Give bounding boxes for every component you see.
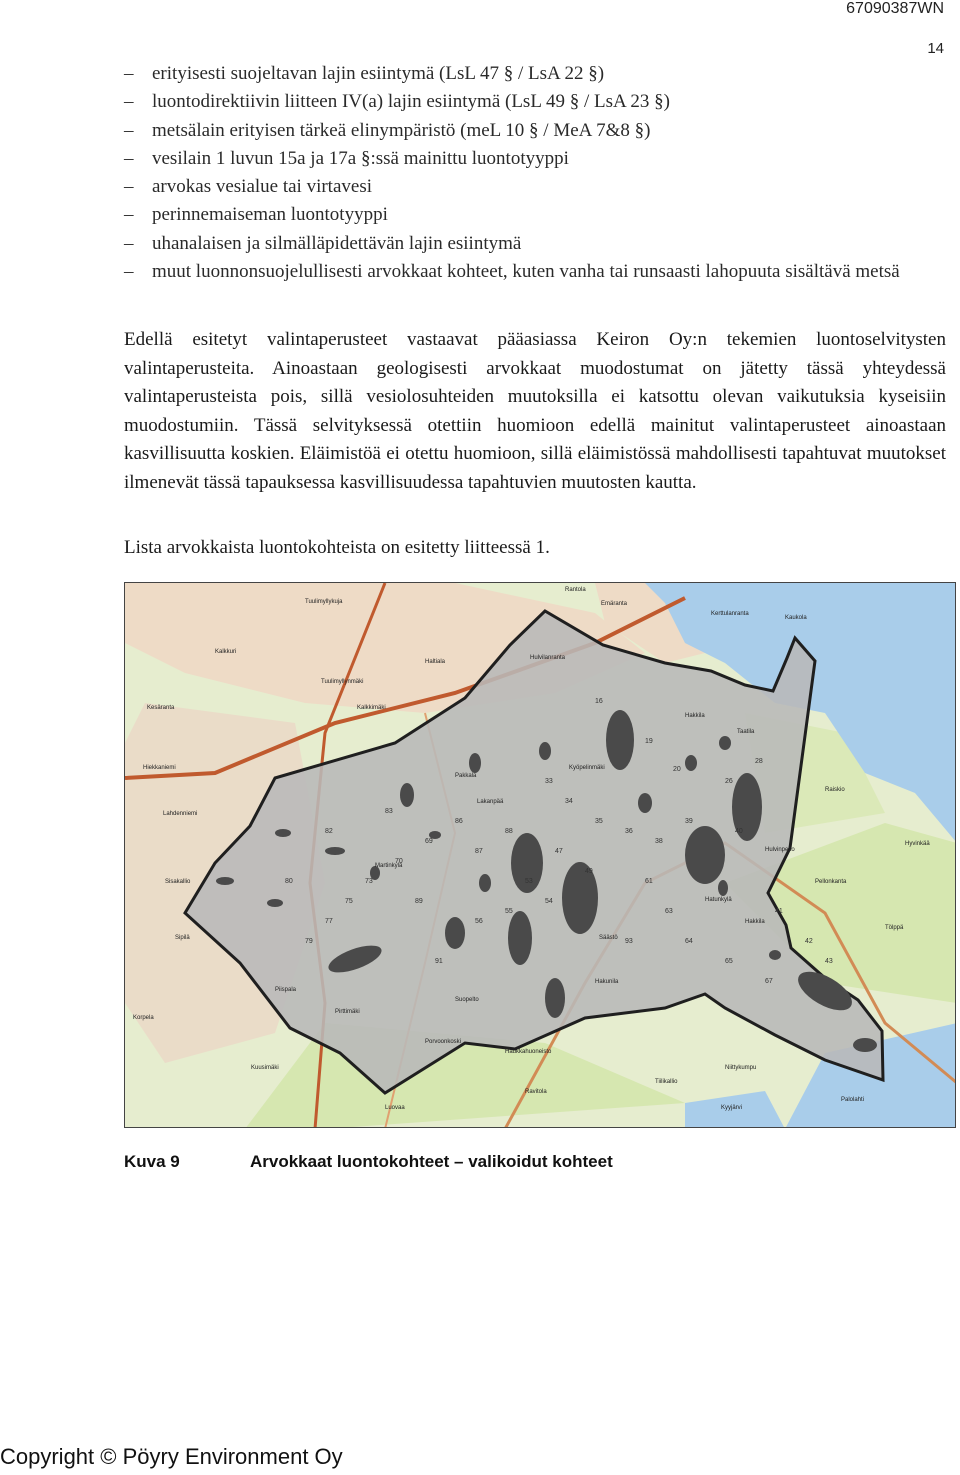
- place-label: Säästö: [599, 935, 618, 941]
- site-number-label: 56: [475, 918, 483, 925]
- site-polygon: [216, 877, 234, 885]
- site-number-label: 16: [595, 698, 603, 705]
- list-item: [124, 258, 950, 286]
- site-number-label: 36: [625, 828, 633, 835]
- list-item-text: metsälain erityisen tärkeä elinympäristö (meL 10 § / MeA 7&8 §): [152, 119, 651, 141]
- site-number-label: 26: [725, 778, 733, 785]
- site-number-label: 86: [455, 818, 463, 825]
- place-label: Raiskio: [825, 787, 845, 793]
- place-label: Tuulimyllynmäki: [321, 679, 364, 685]
- place-label: Sisakallio: [165, 879, 191, 885]
- place-label: Piispala: [275, 987, 297, 993]
- site-polygon: [638, 793, 652, 813]
- site-number-label: 64: [685, 938, 693, 945]
- site-number-label: 67: [765, 978, 773, 985]
- figure-caption: [124, 1152, 613, 1172]
- site-polygon: [769, 950, 781, 960]
- place-label: Lahdenniemi: [163, 811, 198, 817]
- figure-title: Arvokkaat luontokohteet – valikoidut kohteet: [250, 1152, 613, 1171]
- place-label: Sipilä: [175, 935, 190, 941]
- dash-marker: –: [124, 204, 134, 226]
- place-label: Hiekkaniemi: [143, 765, 176, 771]
- place-label: Tiilikallio: [655, 1079, 678, 1085]
- page-number: 14: [927, 40, 944, 57]
- place-label: Kyyjärvi: [721, 1105, 743, 1111]
- site-number-label: 41: [775, 908, 783, 915]
- site-polygon: [325, 847, 345, 855]
- place-label: Rantola: [565, 587, 586, 593]
- list-item: [124, 173, 950, 201]
- dash-marker: –: [124, 176, 134, 198]
- site-number-label: 80: [285, 878, 293, 885]
- place-label: Korpela: [133, 1015, 154, 1021]
- place-label: Kyöpelinmäki: [569, 765, 605, 771]
- valuable-sites-map: [124, 582, 956, 1128]
- document-id: 67090387WN: [846, 0, 944, 17]
- list-item: [124, 117, 950, 145]
- site-number-label: 83: [385, 808, 393, 815]
- place-label: Lakanpää: [477, 799, 504, 805]
- site-number-label: 73: [365, 878, 373, 885]
- site-number-label: 79: [305, 938, 313, 945]
- site-number-label: 77: [325, 918, 333, 925]
- site-number-label: 55: [505, 908, 513, 915]
- site-polygon: [685, 755, 697, 771]
- site-number-label: 88: [505, 828, 513, 835]
- list-item: [124, 145, 950, 173]
- place-label: Martinkylä: [375, 863, 403, 869]
- site-number-label: 38: [655, 838, 663, 845]
- list-item: [124, 201, 950, 229]
- site-polygon: [479, 874, 491, 892]
- list-item-text: vesilain 1 luvun 15a ja 17a §:ssä mainittu luontotyyppi: [152, 147, 569, 169]
- place-label: Luovaa: [385, 1105, 405, 1111]
- place-label: Kerttulanranta: [711, 611, 749, 617]
- place-label: Hulvilanranta: [530, 655, 566, 661]
- list-item: [124, 230, 950, 258]
- site-number-label: 87: [475, 848, 483, 855]
- site-polygon: [719, 736, 731, 750]
- site-number-label: 43: [825, 958, 833, 965]
- site-number-label: 35: [595, 818, 603, 825]
- site-polygon: [469, 753, 481, 773]
- site-polygon: [275, 829, 291, 837]
- site-number-label: 65: [725, 958, 733, 965]
- site-number-label: 20: [673, 766, 681, 773]
- place-label: Kalkkuri: [215, 649, 237, 655]
- site-polygon: [508, 911, 532, 965]
- list-item-text: muut luonnonsuojelullisesti arvokkaat kohteet, kuten vanha tai runsaasti lahopuuta sisältävä metsä: [152, 261, 900, 283]
- site-number-label: 49: [585, 868, 593, 875]
- place-label: Hatunkylä: [705, 897, 732, 903]
- copyright-footer: Copyright © Pöyry Environment Oy: [0, 1444, 343, 1469]
- site-polygon: [606, 710, 634, 770]
- site-number-label: 82: [325, 828, 333, 835]
- list-item-text: perinnemaiseman luontotyyppi: [152, 204, 388, 226]
- place-label: Haltiala: [425, 659, 446, 665]
- place-label: Kesäranta: [147, 705, 175, 711]
- site-number-label: 70: [395, 858, 403, 865]
- dash-marker: –: [124, 91, 134, 113]
- dash-marker: –: [124, 147, 134, 169]
- site-number-label: 61: [645, 878, 653, 885]
- site-polygon: [685, 826, 725, 884]
- site-number-label: 40: [735, 828, 743, 835]
- place-label: Porvoonkoski: [425, 1039, 462, 1045]
- site-polygon: [853, 1038, 877, 1052]
- site-number-label: 39: [685, 818, 693, 825]
- figure-label: Kuva 9: [124, 1152, 180, 1171]
- place-label: Niittykumpu: [725, 1065, 757, 1071]
- site-polygon: [718, 880, 728, 896]
- place-label: Pirttimäki: [335, 1009, 360, 1015]
- place-label: Kuusimäki: [251, 1065, 279, 1071]
- map-canvas: [125, 583, 956, 1128]
- site-number-label: 53: [525, 878, 533, 885]
- list-item-text: arvokas vesialue tai virtavesi: [152, 176, 373, 198]
- site-number-label: 63: [665, 908, 673, 915]
- site-number-label: 34: [565, 798, 573, 805]
- body-paragraph: Edellä esitetyt valintaperusteet vastaavat pääasiassa Keiron Oy:n tekemien luontoselvitysten valintaperusteita. Ainoastaan geologisesti arvokkaat muodostumat on jätetty tässä yhteydessä valintaperusteista pois, sillä vesiolosuhteiden muutoksilla ei katsottu olevan vaikutuksia kyseisiin muodostumiin. Tässä selvityksessä otettiin huomioon edellä mainitut valintaperusteet ainoastaan kasvillisuutta koskien. Eläimistöä ei otettu huomioon, sillä eläimistössä mahdollisesti tapahtuvat muutokset ilmenevät tässä tapauksessa kasvillisuudessa tapahtuvien muutosten kautta.: [124, 329, 946, 493]
- place-label: Tuulimyllykuja: [305, 599, 343, 605]
- site-number-label: 47: [555, 848, 563, 855]
- dash-marker: –: [124, 119, 134, 141]
- site-number-label: 75: [345, 898, 353, 905]
- site-number-label: 28: [755, 758, 763, 765]
- site-number-label: 91: [435, 958, 443, 965]
- site-polygon: [400, 783, 414, 807]
- site-number-label: 19: [645, 738, 653, 745]
- site-number-label: 42: [805, 938, 813, 945]
- place-label: Pakkala: [455, 773, 477, 779]
- site-number-label: 54: [545, 898, 553, 905]
- place-label: Suopelto: [455, 997, 479, 1003]
- place-label: Kaukola: [785, 615, 807, 621]
- list-item-text: erityisesti suojeltavan lajin esiintymä (LsL 47 § / LsA 22 §): [152, 63, 605, 84]
- place-label: Hakkila: [745, 919, 765, 925]
- criteria-list: [124, 60, 950, 286]
- site-number-label: 93: [625, 938, 633, 945]
- list-item-text: luontodirektiivin liitteen IV(a) lajin esiintymä (LsL 49 § / LsA 23 §): [152, 91, 671, 113]
- site-number-label: 33: [545, 778, 553, 785]
- place-label: Tölppä: [885, 925, 904, 931]
- place-label: Haukkahuoneisto: [505, 1049, 552, 1055]
- list-item: [124, 88, 950, 116]
- place-label: Kalkkimäki: [357, 705, 386, 711]
- place-label: Pellonkanta: [815, 879, 847, 885]
- site-polygon: [539, 742, 551, 760]
- appendix-reference: Lista arvokkaista luontokohteista on esitetty liitteessä 1.: [124, 537, 550, 558]
- place-label: Palolahti: [841, 1097, 865, 1103]
- dash-marker: –: [124, 261, 134, 283]
- place-label: Emäranta: [601, 601, 628, 607]
- place-label: Hulvinpelto: [765, 847, 795, 853]
- dash-marker: –: [124, 232, 134, 254]
- site-polygon: [267, 899, 283, 907]
- place-label: Hakkila: [685, 713, 705, 719]
- dash-marker: –: [124, 63, 134, 84]
- place-label: Ravitola: [525, 1089, 547, 1095]
- site-polygon: [545, 978, 565, 1018]
- place-label: Hakunila: [595, 979, 619, 985]
- site-number-label: 69: [425, 838, 433, 845]
- site-number-label: 89: [415, 898, 423, 905]
- site-polygon: [445, 917, 465, 949]
- list-item-text: uhanalaisen ja silmälläpidettävän lajin esiintymä: [152, 232, 522, 254]
- list-item: [124, 60, 950, 88]
- place-label: Taatila: [737, 729, 755, 735]
- place-label: Hyvinkää: [905, 841, 930, 847]
